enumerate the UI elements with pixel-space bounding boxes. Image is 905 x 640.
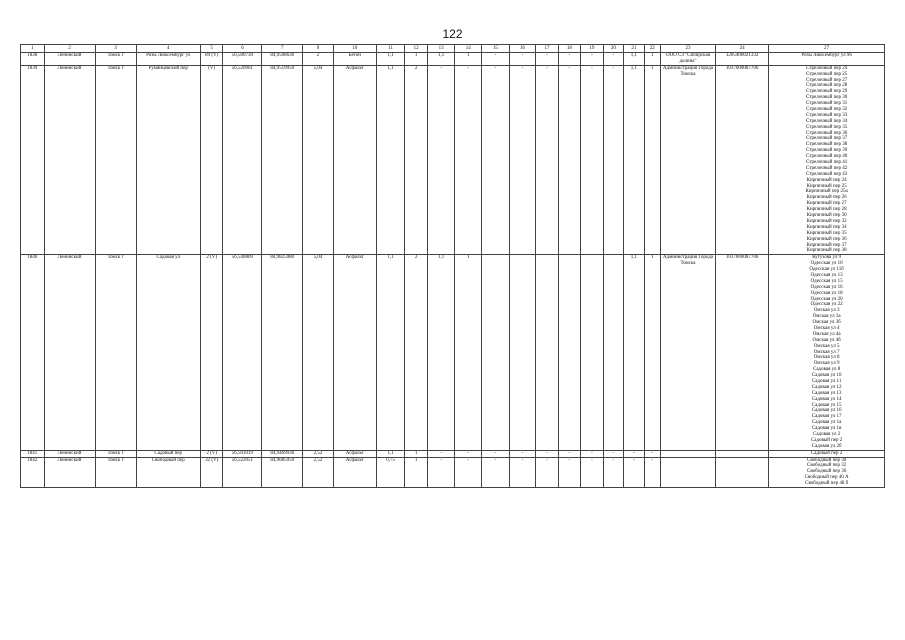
address-list-cell (769, 450, 885, 457)
address-line: Стрелочный пер 24 (806, 65, 848, 71)
address-line: Садовая ул 11 (811, 378, 842, 384)
table-cell: 1,1 (624, 65, 644, 255)
column-number-header: 3 (95, 45, 136, 53)
column-number-header: 6 (223, 45, 262, 53)
table-cell: Ленинский (44, 53, 95, 66)
table-cell: - (536, 53, 558, 66)
address-line: Кирпичный пер 28 (806, 207, 847, 213)
address-line: Свободный пер 32 (807, 463, 847, 469)
address-list-cell (769, 255, 885, 450)
address-line: Стрелочный пер 38 (806, 142, 848, 148)
table-cell: Асфальт (333, 457, 376, 487)
address-line: Кирпичный пер 36 (806, 236, 847, 242)
address-line: Стрелочный пер 33 (806, 112, 848, 118)
table-cell: Администрация Города Томска (660, 65, 715, 255)
address-line: Кирпичный пер 27 (806, 201, 847, 207)
address-line: Кирпичный пер 26 (806, 195, 847, 201)
column-number-header: 16 (509, 45, 536, 53)
table-cell: Ленинский (44, 450, 95, 457)
table-cell: Асфальт (333, 255, 376, 450)
table-cell: - (509, 53, 536, 66)
table-cell: - (455, 450, 482, 457)
table-cell: 0,75 (376, 457, 405, 487)
address-line: Садовый пер 2 (810, 437, 843, 443)
table-cell: - (509, 65, 536, 255)
table-cell (660, 450, 715, 457)
table-cell (603, 255, 623, 450)
table-cell (482, 255, 510, 450)
table-row (21, 53, 885, 66)
address-line: Стрелочный пер 37 (806, 136, 848, 142)
table-cell: 56,501019 (223, 450, 262, 457)
address-line: Садовая ул 12 (811, 384, 842, 390)
table-cell: - (558, 457, 580, 487)
table-row (21, 457, 885, 487)
table-cell: 84,9519950 (262, 65, 303, 255)
table-cell: 1 (644, 255, 660, 450)
table-cell: 2 (V) (200, 255, 222, 450)
table-cell: - (482, 53, 510, 66)
table-cell: 1 (405, 450, 427, 457)
column-number-header: 15 (482, 45, 510, 53)
table-cell: Томск г (95, 255, 136, 450)
address-line: Омская ул 5 (813, 343, 840, 349)
table-cell: - (536, 65, 558, 255)
table-cell: 1839 (21, 65, 45, 255)
address-line: Свободный пер 40 А (804, 475, 849, 481)
table-cell: - (427, 65, 455, 255)
address-line: Садовая ул 10 (811, 373, 842, 379)
table-cell: - (603, 450, 623, 457)
table-cell: 1838 (21, 53, 45, 66)
column-number-header: 11 (376, 45, 405, 53)
address-line: Садовая ул 2 (813, 432, 841, 437)
table-cell: 56,500730 (223, 53, 262, 66)
table-cell: Свободный пер (136, 457, 200, 487)
column-number-header: 14 (455, 45, 482, 53)
address-line: Садовая ул 17 (811, 414, 842, 420)
table-cell: 1841 (21, 450, 45, 457)
address-line: Стрелочный пер 39 (806, 148, 848, 154)
column-number-header: 20 (603, 45, 623, 53)
address-line: Омская ул 3 (813, 308, 840, 314)
address-list-cell (769, 53, 885, 66)
address-line: Садовая ул 13 (811, 390, 842, 396)
address-line: Свободный пер 30 (807, 457, 847, 463)
table-cell: (V) (200, 65, 222, 255)
table-cell: 84,9825980 (262, 255, 303, 450)
table-cell: 1,1 (624, 255, 644, 450)
table-cell: - (509, 450, 536, 457)
address-line: Стрелочный пер 27 (806, 77, 848, 83)
address-line: Стрелочный пер 36 (806, 130, 848, 136)
address-line: Одесская ул 13 (810, 272, 843, 278)
address-line: Садовая ул 1а (811, 420, 842, 426)
column-number-header: 5 (200, 45, 222, 53)
table-cell: - (455, 457, 482, 487)
address-line: Стрелочный пер 28 (806, 83, 848, 89)
table-cell: 5,04 (303, 255, 334, 450)
address-line: Омская ул 4а (812, 331, 841, 337)
address-line: Садовая ул 1в (811, 426, 842, 432)
table-cell (716, 450, 769, 457)
column-number-header: 12 (405, 45, 427, 53)
table-cell (536, 255, 558, 450)
address-line: Садовая ул 8 (813, 367, 841, 373)
table-cell: Асфальт (333, 450, 376, 457)
table-cell: 1,1 (376, 255, 405, 450)
table-cell: Розы Люксембург ул (136, 53, 200, 66)
table-cell: ООО СЗ "Сибирская долина" (660, 53, 715, 66)
address-line: Стрелочный пер 41 (806, 160, 848, 166)
address-line: Одесская ул 10 (810, 261, 843, 267)
table-cell: Администрация Города Томска (660, 255, 715, 450)
address-line: Стрелочный пер 31 (806, 101, 848, 107)
table-cell: 1 (405, 457, 427, 487)
table-cell: 2 (405, 255, 427, 450)
page-number: 122 (442, 27, 463, 41)
table-cell: 84,9508630 (262, 53, 303, 66)
address-line: Одесская ул 22 (810, 302, 843, 308)
address-line: Садовая ул 2б (811, 443, 842, 449)
table-row (21, 255, 885, 450)
table-row (21, 450, 885, 457)
address-line: Стрелочный пер 43 (806, 171, 848, 177)
table-cell: - (644, 457, 660, 487)
table-cell: - (603, 65, 623, 255)
address-line: Омская ул 4 (813, 325, 840, 331)
table-cell: - (624, 457, 644, 487)
registry-table (20, 44, 885, 488)
table-cell (558, 255, 580, 450)
address-line: Кирпичный пер 25а (805, 189, 848, 195)
table-cell: 1 (644, 53, 660, 66)
table-cell: 1 (455, 255, 482, 450)
address-line: Садовая ул 14 (811, 396, 842, 402)
table-cell: 56,522051 (223, 457, 262, 487)
table-cell: - (482, 457, 510, 487)
address-line: Кирпичный пер 37 (806, 242, 847, 248)
address-list-cell (769, 65, 885, 255)
table-cell: Томск г (95, 53, 136, 66)
table-cell: 56,540809 (223, 255, 262, 450)
table-cell: 1037000087706 (716, 255, 769, 450)
address-line: Стрелочный пер 25 (806, 71, 848, 77)
address-line: Омская ул 3б (812, 320, 841, 326)
table-cell: - (581, 53, 603, 66)
table-cell: - (482, 450, 510, 457)
table-cell: Томск г (95, 65, 136, 255)
column-number-header: 4 (136, 45, 200, 53)
table-cell: 1,1 (376, 53, 405, 66)
address-line: Омская ул 4б (812, 337, 841, 343)
table-cell: - (603, 53, 623, 66)
address-line: Омская ул 9 (813, 361, 840, 367)
table-row (21, 65, 885, 255)
table-cell: 1,1 (427, 53, 455, 66)
table-cell: 1,1 (427, 255, 455, 450)
address-line: Кирпичный пер 24 (806, 177, 847, 183)
column-number-header: 9 (303, 45, 334, 53)
address-line: Кирпичный пер 32 (806, 218, 847, 224)
table-cell: - (581, 457, 603, 487)
address-line: Омская ул 7 (813, 349, 840, 355)
table-cell: Садовый пер (136, 450, 200, 457)
table-cell (660, 457, 715, 487)
table-cell: - (581, 65, 603, 255)
address-line: Садовая ул 16 (811, 408, 842, 414)
column-number-header: 23 (660, 45, 715, 53)
table-cell: - (558, 450, 580, 457)
column-number-header: 7 (262, 45, 303, 53)
table-cell: 1,1 (376, 450, 405, 457)
table-cell: 1 (644, 65, 660, 255)
table-cell: - (536, 457, 558, 487)
table-cell: Ленинский (44, 65, 95, 255)
table-cell: - (509, 457, 536, 487)
column-number-header: 10 (333, 45, 376, 53)
address-line: Стрелочный пер 29 (806, 89, 848, 95)
address-line: Стрелочный пер 30 (806, 95, 848, 101)
column-number-row (21, 45, 885, 53)
table-cell: - (558, 53, 580, 66)
table-cell: - (427, 457, 455, 487)
table-cell: - (644, 450, 660, 457)
column-number-header: 17 (536, 45, 558, 53)
address-line: Стрелочный пер 34 (806, 118, 848, 124)
table-cell: Ленинский (44, 457, 95, 487)
address-line: Кирпичный пер 38 (806, 248, 847, 254)
table-cell: Румянцевский пер (136, 65, 200, 255)
column-number-header: 24 (716, 45, 769, 53)
table-cell: 84,9469930 (262, 450, 303, 457)
address-line: Одесская ул 16 (810, 284, 843, 290)
table-cell: Томск г (95, 450, 136, 457)
column-number-header: 19 (581, 45, 603, 53)
address-line: Одесская ул 11б (809, 267, 844, 273)
table-cell: 89 (V) (200, 53, 222, 66)
table-cell: - (455, 65, 482, 255)
address-line: Стрелочный пер 35 (806, 124, 848, 130)
address-line: Садовый пер 2 (810, 450, 843, 456)
address-line: Омская ул 3а (812, 314, 841, 320)
table-cell (509, 255, 536, 450)
column-number-header: 22 (644, 45, 660, 53)
column-number-header: 18 (558, 45, 580, 53)
table-cell: 2,52 (303, 457, 334, 487)
address-line: Одесская ул 15 (810, 278, 843, 284)
table-cell: 1842 (21, 457, 45, 487)
table-cell: Томск г (95, 457, 136, 487)
address-line: Кирпичный пер 30 (806, 213, 847, 219)
table-cell: 1037000087706 (716, 65, 769, 255)
address-line: Кирпичный пер 25 (806, 183, 847, 189)
table-cell: 2,52 (303, 450, 334, 457)
address-line: Свободный пер 36 (807, 469, 847, 475)
address-list-cell (769, 457, 885, 487)
table-cell: Бетон (333, 53, 376, 66)
table-cell: 1 (405, 53, 427, 66)
table-cell: 32 (V) (200, 457, 222, 487)
table-cell: 1,1 (376, 65, 405, 255)
column-number-header: 13 (427, 45, 455, 53)
address-line: Стрелочный пер 32 (806, 107, 848, 113)
table-cell: 1205400021332 (716, 53, 769, 66)
table-cell: Садовая ул (136, 255, 200, 450)
table-cell: Асфальт (333, 65, 376, 255)
table-cell: - (603, 457, 623, 487)
address-line: Стрелочный пер 42 (806, 165, 848, 171)
address-line: Кутузова ул 9 (812, 255, 842, 261)
column-number-header: 2 (44, 45, 95, 53)
column-number-header: 1 (21, 45, 45, 53)
address-line: Садовая ул 15 (811, 402, 842, 408)
address-line: Кирпичный пер 35 (806, 230, 847, 236)
table-cell: 1 (455, 53, 482, 66)
table-cell: - (558, 65, 580, 255)
table-cell: 56,520961 (223, 65, 262, 255)
table-cell: 1840 (21, 255, 45, 450)
address-line: Одесская ул 18 (810, 290, 843, 296)
table-cell: - (427, 450, 455, 457)
table-cell: 5,04 (303, 65, 334, 255)
column-number-header: 21 (624, 45, 644, 53)
table-cell (716, 457, 769, 487)
address-line: Свободный пер 48 б (805, 481, 849, 487)
table-cell: 1,1 (624, 53, 644, 66)
table-cell: 2 (303, 53, 334, 66)
address-line: Одесская ул 20 (810, 296, 843, 302)
table-cell: 2 (V) (200, 450, 222, 457)
column-number-header: 27 (769, 45, 885, 53)
table-cell: - (624, 450, 644, 457)
address-line: Стрелочный пер 40 (806, 154, 848, 160)
table-cell: - (536, 450, 558, 457)
table-cell (581, 255, 603, 450)
table-cell: 2 (405, 65, 427, 255)
table-cell: - (482, 65, 510, 255)
address-line: Розы Люксембург ул 96 (801, 53, 852, 58)
table-cell: - (581, 450, 603, 457)
address-line: Кирпичный пер 34 (806, 224, 847, 230)
table-cell: Ленинский (44, 255, 95, 450)
table-cell: 84,9685950 (262, 457, 303, 487)
address-line: Омская ул 8 (813, 355, 840, 361)
